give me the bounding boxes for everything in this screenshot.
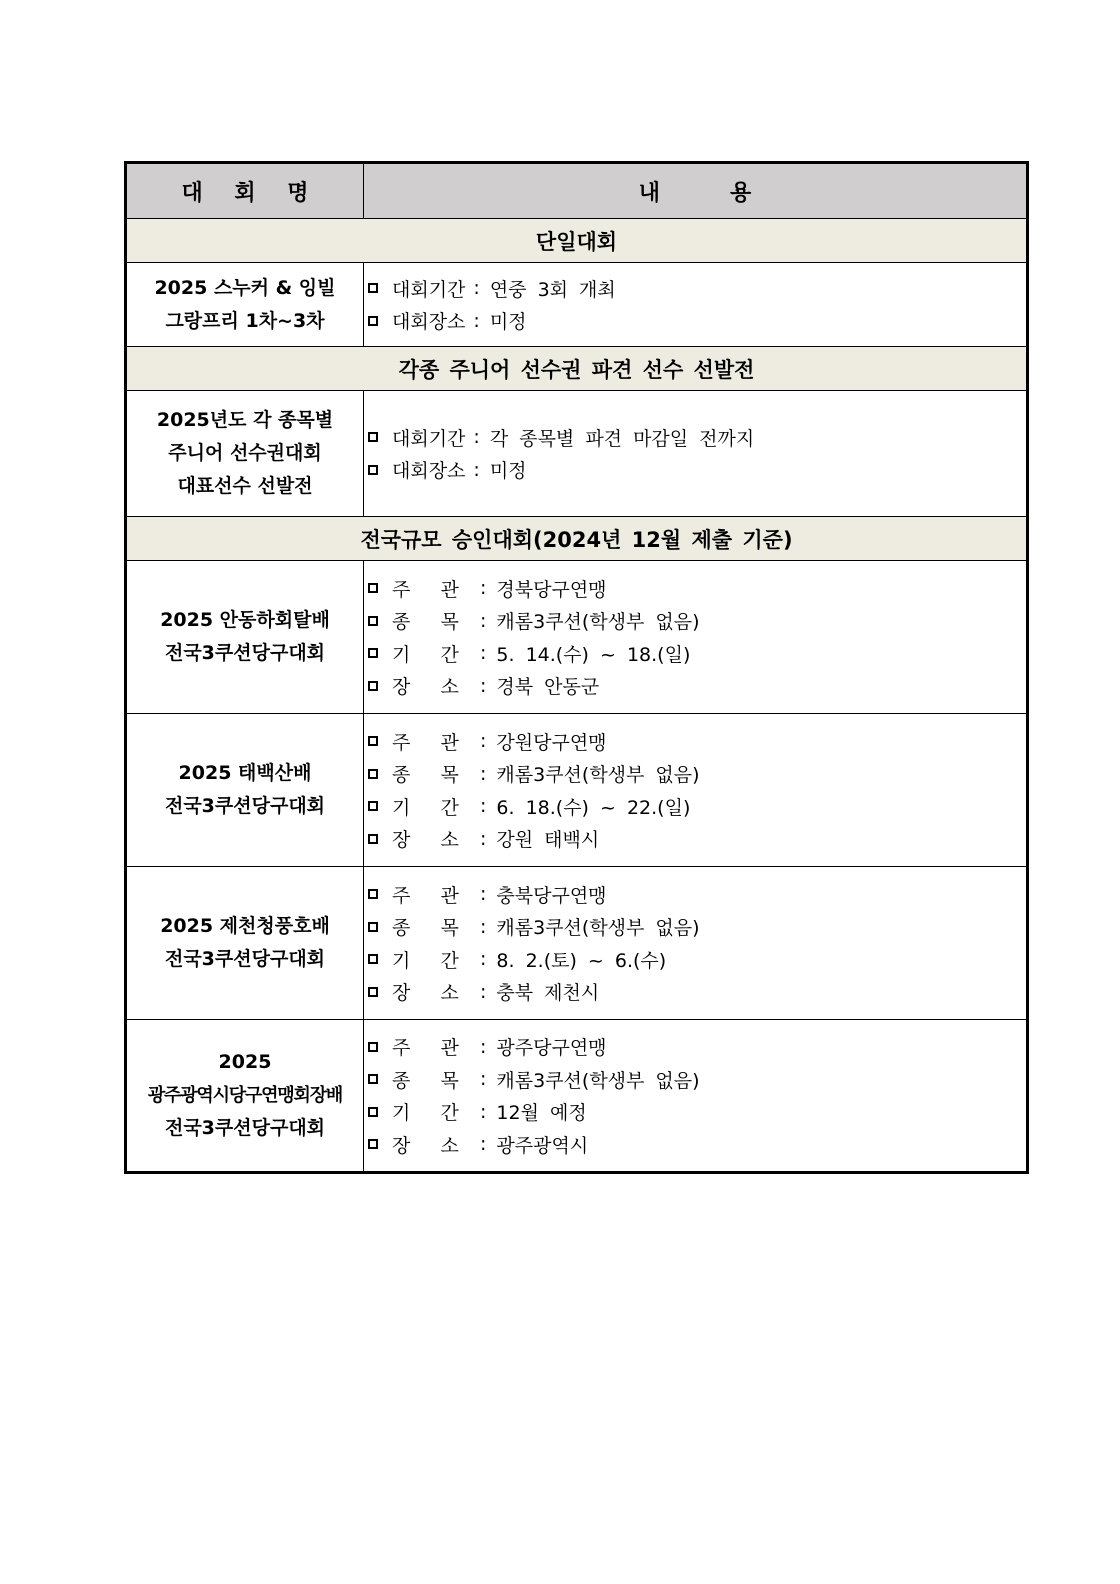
section-title: 전국규모 승인대회(2024년 12월 제출 기준) [126,517,1028,561]
event-name: 2025년도 각 종목별 주니어 선수권대회 대표선수 선발전 [126,391,364,517]
competition-table [124,161,1029,1174]
checkbox-bullet-icon [368,1074,378,1084]
section-row [126,517,1028,561]
checkbox-bullet-icon [368,583,378,593]
event-name: 2025 스누커 & 잉빌 그랑프리 1차~3차 [126,263,364,347]
checkbox-bullet-icon [368,616,378,626]
detail-line: 대회장소 : 미정 [364,454,1026,487]
detail-line: 종 목 : 캐롬3쿠션(학생부 없음) [364,758,1026,791]
header-competition-name: 대 회 명 [126,163,364,219]
section-title: 각종 주니어 선수권 파견 선수 선발전 [126,347,1028,391]
section-title: 단일대회 [126,219,1028,263]
event-row [126,1020,1028,1173]
checkbox-bullet-icon [368,889,378,899]
event-details [364,714,1028,867]
header-row [126,163,1028,219]
checkbox-bullet-icon [368,922,378,932]
checkbox-bullet-icon [368,954,378,964]
detail-line: 대회장소 : 미정 [364,305,1026,338]
detail-line: 주 관 : 충북당구연맹 [364,878,1026,911]
checkbox-bullet-icon [368,648,378,658]
event-row [126,561,1028,714]
detail-line: 장 소 : 충북 제천시 [364,976,1026,1009]
detail-line: 기 간 : 5. 14.(수) ~ 18.(일) [364,637,1026,670]
event-row [126,867,1028,1020]
checkbox-bullet-icon [368,283,378,293]
checkbox-bullet-icon [368,769,378,779]
detail-line: 주 관 : 강원당구연맹 [364,725,1026,758]
detail-line: 장 소 : 강원 태백시 [364,823,1026,856]
checkbox-bullet-icon [368,987,378,997]
section-row [126,347,1028,391]
section-row [126,219,1028,263]
event-details [364,263,1028,347]
checkbox-bullet-icon [368,681,378,691]
detail-line: 주 관 : 경북당구연맹 [364,572,1026,605]
detail-line: 종 목 : 캐롬3쿠션(학생부 없음) [364,911,1026,944]
detail-line: 장 소 : 광주광역시 [364,1128,1026,1161]
detail-line: 대회기간 : 각 종목별 파견 마감일 전까지 [364,421,1026,454]
checkbox-bullet-icon [368,1042,378,1052]
checkbox-bullet-icon [368,736,378,746]
checkbox-bullet-icon [368,432,378,442]
event-details [364,1020,1028,1173]
checkbox-bullet-icon [368,316,378,326]
event-name: 2025 태백산배 전국3쿠션당구대회 [126,714,364,867]
detail-line: 장 소 : 경북 안동군 [364,670,1026,703]
detail-line: 기 간 : 8. 2.(토) ~ 6.(수) [364,943,1026,976]
detail-line: 기 간 : 12월 예정 [364,1096,1026,1129]
event-row [126,714,1028,867]
detail-line: 기 간 : 6. 18.(수) ~ 22.(일) [364,790,1026,823]
header-content: 내 용 [364,163,1028,219]
detail-line: 대회기간 : 연중 3회 개최 [364,272,1026,305]
event-details [364,561,1028,714]
event-details [364,391,1028,517]
detail-line: 주 관 : 광주당구연맹 [364,1031,1026,1064]
detail-line: 종 목 : 캐롬3쿠션(학생부 없음) [364,605,1026,638]
checkbox-bullet-icon [368,834,378,844]
event-row [126,391,1028,517]
event-name: 2025 광주광역시당구연맹회장배 전국3쿠션당구대회 [126,1020,364,1173]
checkbox-bullet-icon [368,801,378,811]
checkbox-bullet-icon [368,465,378,475]
event-name: 2025 제천청풍호배 전국3쿠션당구대회 [126,867,364,1020]
event-name: 2025 안동하회탈배 전국3쿠션당구대회 [126,561,364,714]
checkbox-bullet-icon [368,1107,378,1117]
detail-line: 종 목 : 캐롬3쿠션(학생부 없음) [364,1063,1026,1096]
checkbox-bullet-icon [368,1139,378,1149]
event-details [364,867,1028,1020]
event-row [126,263,1028,347]
